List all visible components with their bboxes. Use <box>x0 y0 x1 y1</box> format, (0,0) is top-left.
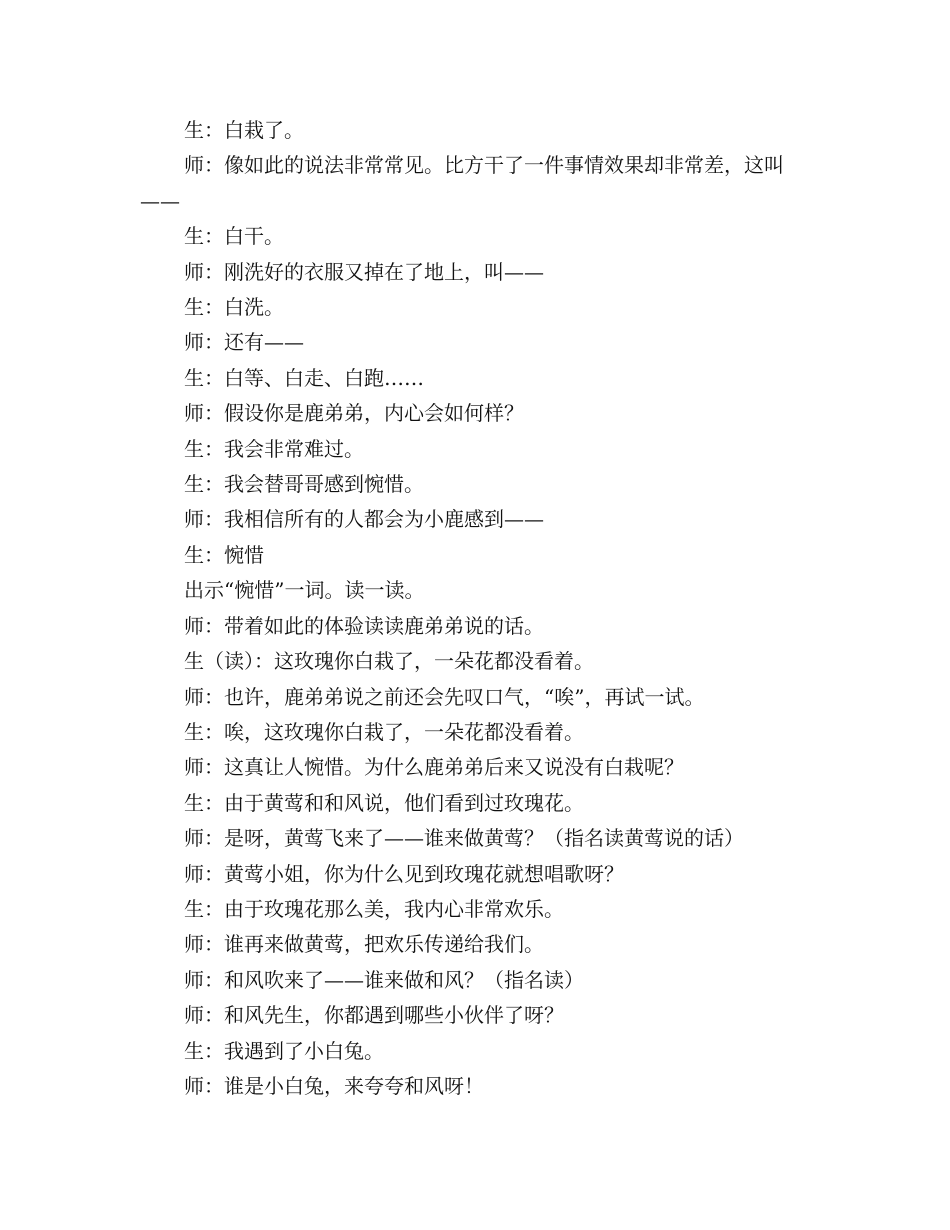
paragraph: 生：由于玫瑰花那么美，我内心非常欢乐。 <box>184 896 564 921</box>
paragraph: 生：我会替哥哥感到惋惜。 <box>184 472 424 497</box>
paragraph: 生：白干。 <box>184 224 284 249</box>
paragraph: 生（读）：这玫瑰你白栽了，一朵花都没看着。 <box>184 649 594 674</box>
paragraph: 生：唉，这玫瑰你白栽了，一朵花都没看着。 <box>184 719 584 744</box>
paragraph: 师：刚洗好的衣服又掉在了地上，叫—— <box>184 259 544 284</box>
paragraph: 师：谁是小白兔，来夸夸和风呀！ <box>184 1073 484 1098</box>
paragraph: 师：我相信所有的人都会为小鹿感到—— <box>184 507 544 532</box>
paragraph: 生：我遇到了小白兔。 <box>184 1038 384 1063</box>
paragraph: 生：白等、白走、白跑…… <box>184 365 424 390</box>
paragraph: 师：像如此的说法非常常见。比方干了一件事情效果却非常差，这叫—— <box>140 153 784 213</box>
paragraph: 生：我会非常难过。 <box>184 436 364 461</box>
paragraph: 师：是呀，黄莺飞来了——谁来做黄莺？（指名读黄莺说的话） <box>184 826 744 851</box>
document-body <box>140 113 820 1104</box>
paragraph: 师：黄莺小姐，你为什么见到玫瑰花就想唱歌呀？ <box>184 861 624 886</box>
paragraph: 师：还有—— <box>184 330 304 355</box>
paragraph: 师：和风吹来了——谁来做和风？（指名读） <box>184 967 584 992</box>
paragraph: 师：这真让人惋惜。为什么鹿弟弟后来又说没有白栽呢？ <box>184 755 684 780</box>
paragraph: 生：惋惜 <box>184 542 264 567</box>
paragraph: 生：白洗。 <box>184 295 284 320</box>
paragraph: 师：谁再来做黄莺，把欢乐传递给我们。 <box>184 932 544 957</box>
paragraph: 师：假设你是鹿弟弟，内心会如何样？ <box>184 401 524 426</box>
paragraph: 师：带着如此的体验读读鹿弟弟说的话。 <box>184 613 544 638</box>
paragraph: 出示“惋惜”一词。读一读。 <box>184 578 425 603</box>
paragraph: 生：白栽了。 <box>184 118 304 142</box>
paragraph: 师：和风先生，你都遇到哪些小伙伴了呀？ <box>184 1003 564 1028</box>
paragraph: 生：由于黄莺和和风说，他们看到过玫瑰花。 <box>184 790 584 815</box>
paragraph: 师：也许，鹿弟弟说之前还会先叹口气，“唉”，再试一试。 <box>184 684 705 709</box>
